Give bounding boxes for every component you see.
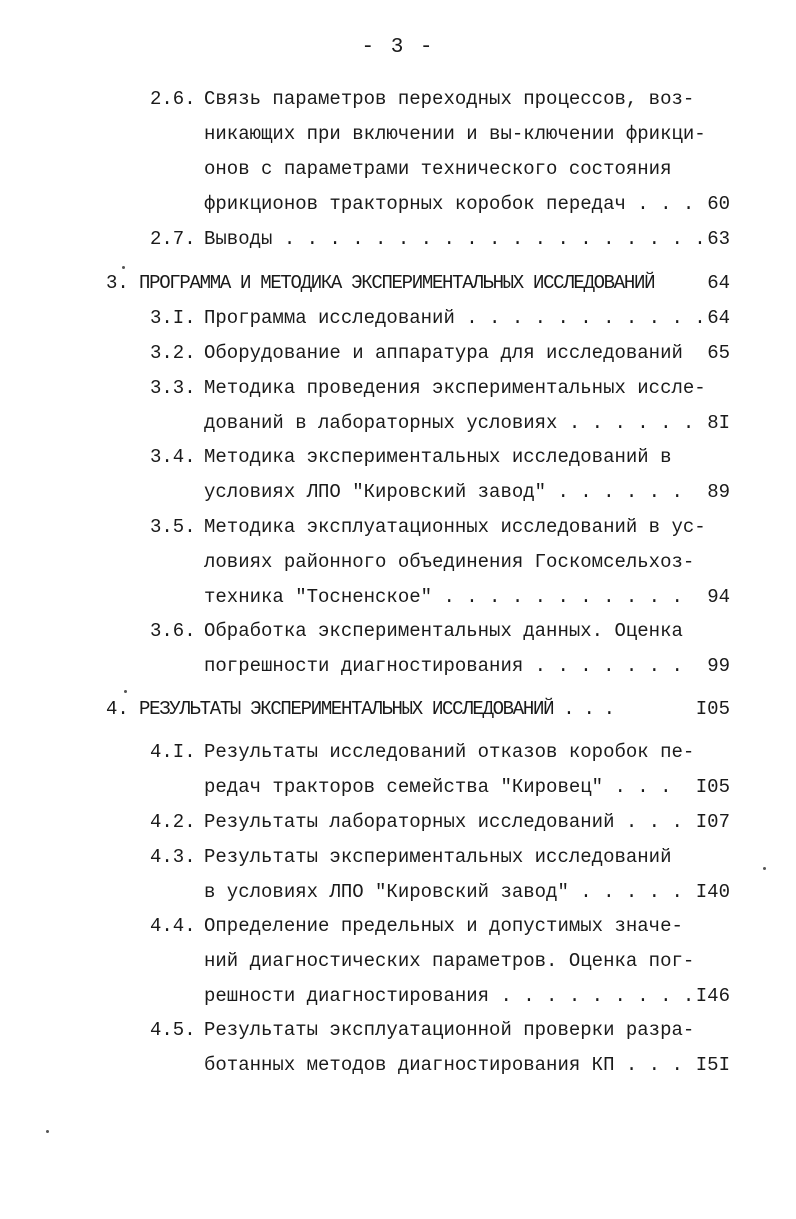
toc-entry-number: 4.I. — [150, 741, 196, 763]
toc-entry-number: 4.3. — [150, 846, 196, 868]
toc-entry-line: решности диагностирования . . . . . . . . . — [204, 985, 695, 1007]
toc-entry-number: 3.3. — [150, 377, 196, 399]
toc-entry-line: Результаты эксплуатационной проверки разра- — [204, 1019, 695, 1041]
scan-speck — [122, 266, 125, 269]
toc-entry-line: Определение предельных и допустимых значе- — [204, 915, 683, 937]
toc-entry-page: 89 — [707, 481, 730, 503]
toc-entry-line: Обработка экспериментальных данных. Оценка — [204, 620, 683, 642]
toc-entry-page: 99 — [707, 655, 730, 677]
toc-entry-line: условиях ЛПО "Кировский завод" . . . . . . — [204, 481, 683, 503]
toc-entry-line: Методика эксплуатационных исследований в ус- — [204, 516, 706, 538]
toc-entry-number: 4.5. — [150, 1019, 196, 1041]
toc-entry-number: 3.6. — [150, 620, 196, 642]
toc-entry-page: 65 — [707, 342, 730, 364]
toc-entry-line: ПРОГРАММА И МЕТОДИКА ЭКСПЕРИМЕНТАЛЬНЫХ ИССЛЕДОВАНИЙ — [139, 272, 655, 294]
toc-entry-line: редач тракторов семейства "Кировец" . . . — [204, 776, 672, 798]
toc-entry-page: 63 — [707, 228, 730, 250]
toc-entry-number: 2.7. — [150, 228, 196, 250]
toc-entry-line: никающих при включении и вы-ключении фрикци- — [204, 123, 706, 145]
toc-entry-line: ботанных методов диагностирования КП . . . — [204, 1054, 683, 1076]
toc-entry-line: Результаты экспериментальных исследований — [204, 846, 672, 868]
toc-entry-line: Оборудование и аппаратура для исследований — [204, 342, 683, 364]
toc-entry-line: Методика проведения экспериментальных иссле- — [204, 377, 706, 399]
toc-entry-line: фрикционов тракторных коробок передач . . . — [204, 193, 695, 215]
toc-entry-line: ловиях районного объединения Госкомсельхоз- — [204, 551, 695, 573]
toc-entry-number: 3.5. — [150, 516, 196, 538]
toc-entry-line: Программа исследований . . . . . . . . . . . — [204, 307, 706, 329]
toc-entry-page: 64 — [707, 272, 730, 294]
toc-entry-number: 4. — [106, 698, 129, 720]
toc-entry-number: 3.4. — [150, 446, 196, 468]
toc-entry-number: 2.6. — [150, 88, 196, 110]
toc-entry-page: I07 — [695, 811, 730, 833]
toc-entry-line: техника "Тосненское" . . . . . . . . . . . — [204, 586, 683, 608]
toc-entry-line: Результаты исследований отказов коробок пе- — [204, 741, 695, 763]
toc-entry-line: онов с параметрами технического состояния — [204, 158, 672, 180]
toc-entry-page: I46 — [695, 985, 730, 1007]
toc-entry-line: РЕЗУЛЬТАТЫ ЭКСПЕРИМЕНТАЛЬНЫХ ИССЛЕДОВАНИЙ . . . — [139, 698, 614, 720]
toc-entry-page: I5I — [695, 1054, 730, 1076]
scan-speck — [46, 1130, 49, 1133]
toc-entry-page: 94 — [707, 586, 730, 608]
toc-entry-line: в условиях ЛПО "Кировский завод" . . . . . — [204, 881, 683, 903]
toc-entry-page: 60 — [707, 193, 730, 215]
toc-entry-line: Связь параметров переходных процессов, воз- — [204, 88, 695, 110]
scan-speck — [763, 867, 766, 870]
toc-entry-number: 4.2. — [150, 811, 196, 833]
toc-entry-number: 3.I. — [150, 307, 196, 329]
toc-entry-line: погрешности диагностирования . . . . . . . — [204, 655, 683, 677]
toc-entry-number: 3. — [106, 272, 129, 294]
toc-entry-line: Результаты лабораторных исследований . . . — [204, 811, 683, 833]
toc-entry-page: I40 — [695, 881, 730, 903]
toc-entry-number: 3.2. — [150, 342, 196, 364]
toc-entry-page: I05 — [695, 776, 730, 798]
toc-entry-line: дований в лабораторных условиях . . . . . . — [204, 412, 695, 434]
page-number: - 3 - — [361, 36, 435, 59]
toc-entry-page: I05 — [695, 698, 730, 720]
toc-entry-line: ний диагностических параметров. Оценка пог- — [204, 950, 695, 972]
toc-entry-line: Выводы . . . . . . . . . . . . . . . . . . . — [204, 228, 706, 250]
toc-entry-line: Методика экспериментальных исследований в — [204, 446, 672, 468]
scan-speck — [124, 690, 127, 693]
toc-entry-page: 8I — [707, 412, 730, 434]
toc-entry-number: 4.4. — [150, 915, 196, 937]
toc-entry-page: 64 — [707, 307, 730, 329]
